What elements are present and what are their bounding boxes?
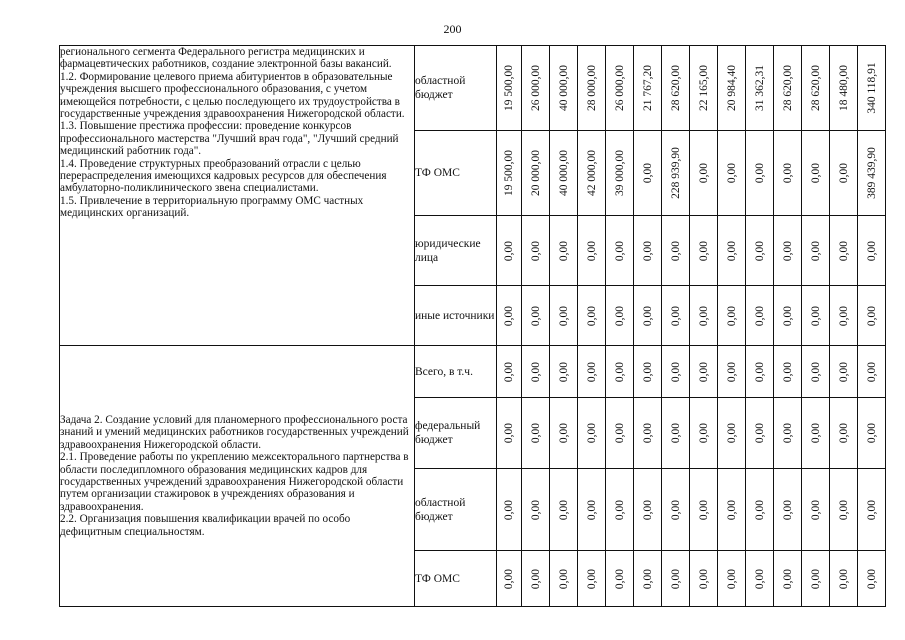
value-text: 0,00: [585, 422, 598, 444]
value-text: 0,00: [837, 305, 850, 326]
value-cell: [830, 551, 858, 607]
value-cell: [718, 216, 746, 286]
value-cell: [522, 346, 550, 398]
value-cell: [690, 131, 718, 216]
value-cell: [662, 551, 690, 607]
value-cell: [802, 46, 830, 131]
task-paragraph: 1.4. Проведение структурных преобразований отрасли с целью перераспределения имеющихся кадровых ресурсов для обеспечения амбулаторно-поликлинического звена специалистами.: [60, 157, 387, 195]
value-text: 0,00: [753, 240, 766, 261]
value-text: 0,00: [503, 422, 515, 444]
value-cell: [690, 286, 718, 346]
value-cell: [522, 551, 550, 607]
value-cell: [774, 131, 802, 216]
value-text: 42 000,00: [585, 150, 598, 196]
value-cell: [802, 216, 830, 286]
value-text: 0,00: [613, 305, 626, 326]
value-text: 0,00: [529, 305, 542, 326]
value-cell: [522, 131, 550, 216]
task-paragraph: 1.2. Формирование целевого приема абитуриентов в образовательные учреждения высшего профессионального образования, с учетом имеющейся потребности, с целью последующего их трудоустройства в государственные учреждения здравоохранения Нижегородской области.: [60, 70, 405, 121]
value-cell: [718, 346, 746, 398]
funding-table: [59, 45, 886, 607]
value-text: 0,00: [585, 568, 598, 589]
value-text: 19 500,00: [503, 65, 515, 111]
value-text: 0,00: [669, 305, 682, 326]
value-cell: [858, 216, 886, 286]
value-text: 0,00: [529, 568, 542, 589]
value-text: 0,00: [557, 568, 570, 589]
value-cell: [606, 286, 634, 346]
value-text: 0,00: [809, 568, 822, 589]
value-text: 0,00: [781, 162, 794, 184]
value-text: 0,00: [753, 305, 766, 326]
value-text: 0,00: [837, 361, 850, 382]
value-cell: [550, 131, 578, 216]
value-cell: [774, 216, 802, 286]
table-row: [60, 46, 886, 131]
value-text: 0,00: [613, 422, 626, 444]
value-cell: [746, 46, 774, 131]
value-cell: [746, 346, 774, 398]
value-text: 39 000,00: [613, 150, 626, 196]
value-text: 0,00: [669, 240, 682, 261]
value-text: 0,00: [641, 568, 654, 589]
value-cell: [746, 131, 774, 216]
value-text: 28 000,00: [585, 65, 598, 111]
value-cell: [690, 346, 718, 398]
value-cell: [578, 551, 606, 607]
value-cell: [578, 216, 606, 286]
value-text: 0,00: [781, 568, 794, 589]
value-text: 26 000,00: [613, 65, 626, 111]
value-cell: [606, 46, 634, 131]
value-text: 0,00: [865, 422, 878, 444]
value-text: 0,00: [865, 499, 878, 520]
value-cell: [497, 551, 522, 607]
value-cell: [690, 551, 718, 607]
value-cell: [497, 286, 522, 346]
value-text: 0,00: [613, 499, 626, 520]
value-text: 0,00: [529, 240, 542, 261]
value-cell: [858, 469, 886, 551]
page-number: 200: [443, 22, 462, 36]
value-text: 0,00: [809, 305, 822, 326]
task-paragraph: 2.2. Организация повышения квалификации врачей по особо дефицитным специальностям.: [60, 513, 351, 538]
task-description-cell: [60, 46, 415, 346]
value-text: 0,00: [697, 422, 710, 444]
value-cell: [802, 398, 830, 469]
value-cell: [858, 286, 886, 346]
value-cell: [578, 398, 606, 469]
value-cell: [774, 551, 802, 607]
value-cell: [690, 46, 718, 131]
value-text: 0,00: [641, 422, 654, 444]
value-cell: [497, 398, 522, 469]
task-paragraph: 1.5. Привлечение в территориальную программу ОМС частных медицинских организаций.: [60, 194, 364, 220]
value-cell: [550, 469, 578, 551]
value-text: 0,00: [585, 361, 598, 382]
value-cell: [830, 131, 858, 216]
value-cell: [858, 346, 886, 398]
value-cell: [718, 551, 746, 607]
value-text: 0,00: [809, 499, 822, 520]
value-cell: [522, 286, 550, 346]
value-cell: [718, 46, 746, 131]
value-text: 0,00: [837, 162, 850, 184]
value-cell: [522, 216, 550, 286]
value-cell: [718, 469, 746, 551]
value-text: 0,00: [837, 422, 850, 444]
value-text: 0,00: [781, 422, 794, 444]
value-text: 0,00: [837, 499, 850, 520]
value-cell: [497, 131, 522, 216]
funding-source-cell: ТФ ОМС: [415, 131, 497, 216]
value-text: 40 000,00: [557, 150, 570, 196]
value-text: 0,00: [725, 568, 738, 589]
value-text: 0,00: [529, 499, 542, 520]
value-text: 0,00: [613, 240, 626, 261]
value-cell: [550, 286, 578, 346]
value-text: 0,00: [809, 422, 822, 444]
value-cell: [830, 346, 858, 398]
value-text: 0,00: [503, 305, 515, 326]
value-cell: [802, 469, 830, 551]
value-cell: [690, 469, 718, 551]
funding-source-cell: областной бюджет: [415, 469, 497, 551]
value-cell: [802, 551, 830, 607]
value-cell: [662, 398, 690, 469]
value-text: 0,00: [837, 240, 850, 261]
value-cell: [606, 551, 634, 607]
value-text: 28 620,00: [809, 65, 822, 111]
task-description-cell: [60, 346, 415, 607]
value-text: 0,00: [697, 240, 710, 261]
value-text: 0,00: [641, 240, 654, 261]
funding-source-cell: иные источники: [415, 286, 497, 346]
value-text: 22 165,00: [697, 65, 710, 111]
value-cell: [774, 346, 802, 398]
value-text: 0,00: [753, 568, 766, 589]
value-text: 0,00: [585, 499, 598, 520]
value-cell: [858, 131, 886, 216]
value-cell: [746, 286, 774, 346]
value-cell: [634, 398, 662, 469]
value-text: 0,00: [865, 361, 878, 382]
value-cell: [606, 131, 634, 216]
funding-source-cell: юридические лица: [415, 216, 497, 286]
value-cell: [578, 286, 606, 346]
task-paragraph: 1.3. Повышение престижа профессии: проведение конкурсов профессионального мастерства "Лучший врач года", "Лучший средний медицинский работник года".: [60, 120, 399, 158]
value-text: 0,00: [503, 499, 515, 520]
value-cell: [522, 469, 550, 551]
value-text: 0,00: [753, 499, 766, 520]
value-cell: [550, 46, 578, 131]
task-paragraph: регионального сегмента Федерального регистра медицинских и фармацевтических работников, создание электронной базы вакансий.: [60, 46, 392, 71]
value-text: 0,00: [781, 240, 794, 261]
value-text: 0,00: [669, 422, 682, 444]
funding-source-cell: Всего, в т.ч.: [415, 346, 497, 398]
value-cell: [550, 398, 578, 469]
value-text: 0,00: [641, 499, 654, 520]
value-cell: [830, 286, 858, 346]
value-text: 389 439,90: [865, 147, 878, 199]
value-text: 0,00: [557, 305, 570, 326]
value-text: 0,00: [725, 361, 738, 382]
value-text: 0,00: [669, 499, 682, 520]
value-cell: [606, 469, 634, 551]
value-cell: [662, 46, 690, 131]
value-cell: [774, 46, 802, 131]
value-cell: [746, 551, 774, 607]
value-text: 0,00: [557, 499, 570, 520]
value-text: 0,00: [503, 240, 515, 261]
value-cell: [858, 551, 886, 607]
value-cell: [774, 398, 802, 469]
value-text: 0,00: [641, 162, 654, 184]
value-text: 31 362,31: [753, 65, 766, 111]
value-cell: [550, 346, 578, 398]
value-text: 0,00: [753, 422, 766, 444]
value-cell: [690, 398, 718, 469]
value-text: 19 500,00: [503, 150, 515, 196]
value-cell: [634, 131, 662, 216]
value-text: 28 620,00: [781, 65, 794, 111]
value-cell: [578, 131, 606, 216]
value-text: 0,00: [585, 305, 598, 326]
value-text: 20 984,40: [725, 65, 738, 111]
value-cell: [802, 346, 830, 398]
value-cell: [746, 469, 774, 551]
value-text: 18 480,00: [837, 65, 850, 111]
value-cell: [830, 469, 858, 551]
value-cell: [662, 346, 690, 398]
value-cell: [606, 346, 634, 398]
value-cell: [634, 216, 662, 286]
value-cell: [497, 216, 522, 286]
value-text: 0,00: [529, 422, 542, 444]
value-cell: [497, 469, 522, 551]
value-cell: [718, 398, 746, 469]
value-cell: [802, 286, 830, 346]
value-text: 0,00: [753, 361, 766, 382]
value-cell: [830, 216, 858, 286]
value-text: 0,00: [613, 361, 626, 382]
value-cell: [578, 469, 606, 551]
value-text: 0,00: [503, 361, 515, 382]
value-text: 0,00: [725, 240, 738, 261]
value-text: 20 000,00: [529, 150, 542, 196]
value-text: 0,00: [613, 568, 626, 589]
funding-source-cell: ТФ ОМС: [415, 551, 497, 607]
value-cell: [662, 131, 690, 216]
value-text: 0,00: [641, 305, 654, 326]
value-text: 0,00: [725, 305, 738, 326]
value-cell: [718, 131, 746, 216]
value-text: 0,00: [865, 568, 878, 589]
value-text: 0,00: [557, 240, 570, 261]
value-text: 0,00: [725, 162, 738, 184]
value-text: 0,00: [503, 568, 515, 589]
value-text: 0,00: [781, 499, 794, 520]
funding-source-cell: областной бюджет: [415, 46, 497, 131]
value-cell: [550, 216, 578, 286]
value-text: 0,00: [725, 422, 738, 444]
value-text: 0,00: [641, 361, 654, 382]
value-text: 21 767,20: [641, 65, 654, 111]
value-cell: [634, 346, 662, 398]
value-text: 0,00: [557, 361, 570, 382]
value-text: 0,00: [753, 162, 766, 184]
value-text: 0,00: [697, 162, 710, 184]
value-cell: [774, 286, 802, 346]
value-cell: [634, 469, 662, 551]
value-text: 0,00: [529, 361, 542, 382]
value-text: 40 000,00: [557, 65, 570, 111]
value-text: 0,00: [809, 361, 822, 382]
value-cell: [830, 46, 858, 131]
value-text: 0,00: [585, 240, 598, 261]
funding-source-cell: федеральный бюджет: [415, 398, 497, 469]
value-text: 228 939,90: [669, 147, 682, 199]
value-cell: [690, 216, 718, 286]
value-cell: [662, 469, 690, 551]
value-cell: [578, 46, 606, 131]
value-text: 0,00: [669, 568, 682, 589]
value-text: 0,00: [781, 361, 794, 382]
value-cell: [662, 216, 690, 286]
value-text: 340 118,91: [865, 62, 878, 114]
value-cell: [662, 286, 690, 346]
task-paragraph: Задача 2. Создание условий для планомерного профессионального роста знаний и умений медицинских работников государственных учреждений здравоохранения Нижегородской области.: [60, 413, 409, 451]
value-text: 0,00: [697, 361, 710, 382]
value-cell: [746, 216, 774, 286]
table-row: [60, 346, 886, 398]
value-cell: [578, 346, 606, 398]
value-cell: [522, 46, 550, 131]
value-text: 0,00: [557, 422, 570, 444]
task-paragraph: 2.1. Проведение работы по укреплению межсекторального партнерства в области последипломного образования медицинских кадров для государственных учреждений здравоохранения Нижегородской области путем организации стажировок в учреждениях образования и здравоохранения.: [60, 451, 409, 513]
value-cell: [774, 469, 802, 551]
value-text: 0,00: [809, 162, 822, 184]
value-text: 0,00: [837, 568, 850, 589]
value-cell: [522, 398, 550, 469]
value-cell: [606, 216, 634, 286]
value-cell: [858, 46, 886, 131]
value-cell: [497, 346, 522, 398]
value-text: 0,00: [725, 499, 738, 520]
value-text: 0,00: [781, 305, 794, 326]
value-cell: [746, 398, 774, 469]
value-text: 0,00: [865, 305, 878, 326]
value-cell: [497, 46, 522, 131]
value-text: 0,00: [697, 568, 710, 589]
value-cell: [634, 286, 662, 346]
value-text: 0,00: [697, 499, 710, 520]
value-cell: [830, 398, 858, 469]
value-cell: [718, 286, 746, 346]
value-cell: [858, 398, 886, 469]
value-text: 26 000,00: [529, 65, 542, 111]
value-cell: [634, 46, 662, 131]
value-cell: [550, 551, 578, 607]
value-cell: [802, 131, 830, 216]
value-cell: [634, 551, 662, 607]
value-text: 0,00: [697, 305, 710, 326]
value-text: 28 620,00: [669, 65, 682, 111]
value-cell: [606, 398, 634, 469]
value-text: 0,00: [865, 240, 878, 261]
value-text: 0,00: [669, 361, 682, 382]
value-text: 0,00: [809, 240, 822, 261]
